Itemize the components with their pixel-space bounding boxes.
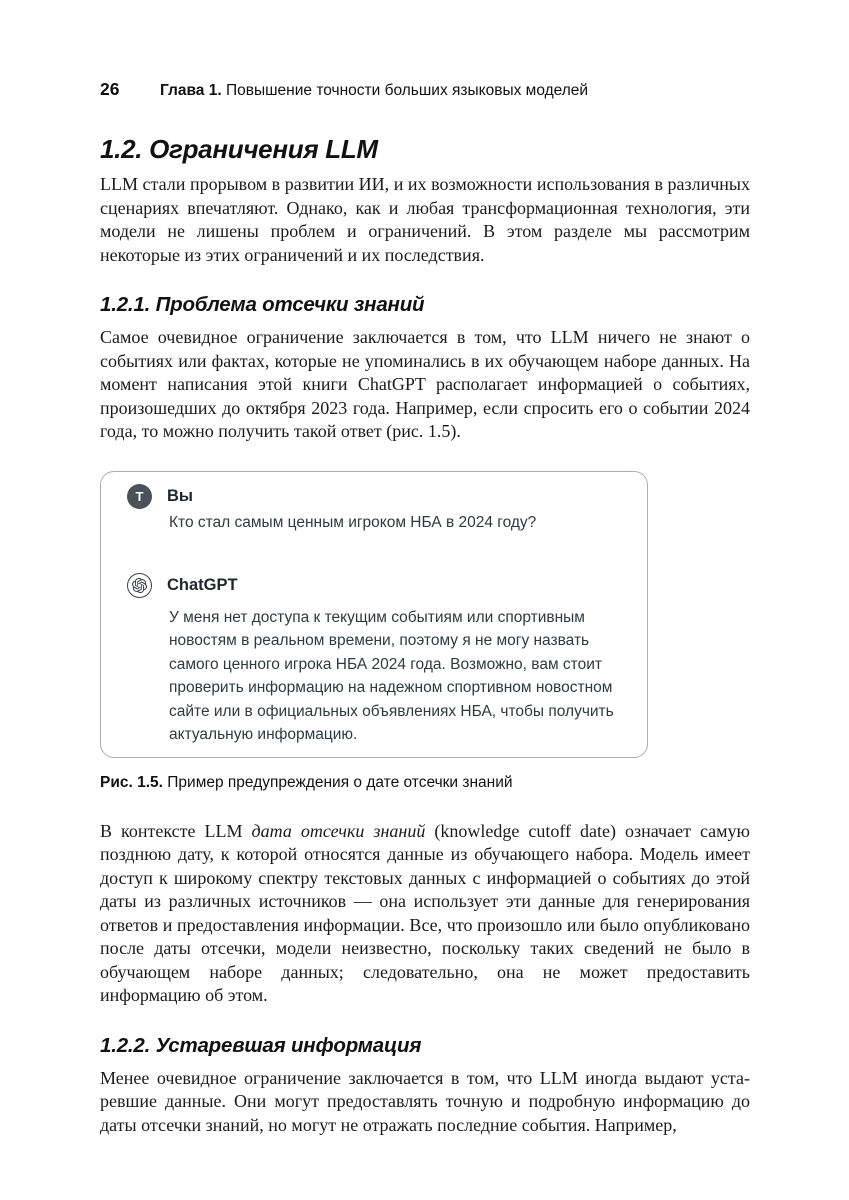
running-head-text [160,82,588,100]
cutoff-def-post: (knowledge cutoff date) означает самую позднюю дату, к которой относятся данные из обучающего набора. Модель имеет доступ к широкому спектру текстовых данных с информацией о событиях до этой даты из различных источников — она использует эти данные для генерирования ответов и предоставления информации. Все, что произошло или было опубликовано после даты отсечки, модели неизвестно, поскольку таких сведений не было в обучающем наборе данных; следовательно, она не может предоставить информацию об этом. [100,820,751,1005]
page-number: 26 [100,79,120,99]
paragraph-outdated-info: Менее очевидное ограничение заключается в том, что LLM иногда выдают устаревшие данные. Они могут предоставлять точную и подробную информацию до даты отсечки знаний, но могут не отражать последние события. Например, [100,1067,750,1135]
section-heading-1-2: 1.2. Ограничения LLM [100,134,378,164]
running-head [100,80,750,100]
assistant-message: У меня нет доступа к текущим событиям или спортивным новостям в реальном времени, поэтому я не могу назвать самого ценного игрока НБА 2024 года. Возможно, вам стоит проверить информацию на надежном спортивном новостном сайте или в официальных объявлениях НБА, чтобы получить актуальную информацию. [169,608,614,743]
chat-figure [100,471,648,758]
user-name: Вы [167,486,194,505]
page-content [100,0,750,1137]
cutoff-def-pre: В контексте LLM [100,820,252,841]
chat-assistant-row [127,573,627,598]
paragraph-knowledge-cutoff-intro: Самое очевидное ограничение заключается в том, что LLM ничего не знают о событиях или фактах, которые не упоминались в их обучающем наборе данных. На момент написания этой книги ChatGPT располагает информацией о событиях, произошедших до октября 2023 года. Например, если спросить его о событии 2024 года, то можно получить такой ответ (рис. 1.5). [100,327,750,441]
cutoff-term-italic: дата отсечки знаний [251,820,426,841]
figure-caption-text: Пример предупреждения о дате отсечки знаний [167,773,513,791]
paragraph-knowledge-cutoff-definition [100,820,750,1008]
chatgpt-logo-icon [127,573,152,598]
chapter-title: Повышение точности больших языковых моделей [225,82,589,99]
subsection-heading-1-2-2: 1.2.2. Устаревшая информация [100,1033,422,1057]
user-avatar: T [127,484,152,509]
chapter-label: Глава 1. [160,82,222,99]
subsection-heading-1-2-1: 1.2.1. Проблема отсечки знаний [100,293,425,316]
figure-caption-label: Рис. 1.5. [100,773,163,791]
paragraph-section-intro: LLM стали прорывом в развитии ИИ, и их возможности использования в различных сценариях впечатляют. Однако, как и любая трансформационная технология, эти модели не лишены проблем и ограничений. В этом разделе мы рассмотрим некоторые из этих ограничений и их последствия. [100,174,750,265]
assistant-name: ChatGPT [167,575,238,594]
user-message: Кто стал самым ценным игроком НБА в 2024 году? [169,513,537,531]
chat-user-row [127,484,627,509]
figure-caption [100,773,750,792]
